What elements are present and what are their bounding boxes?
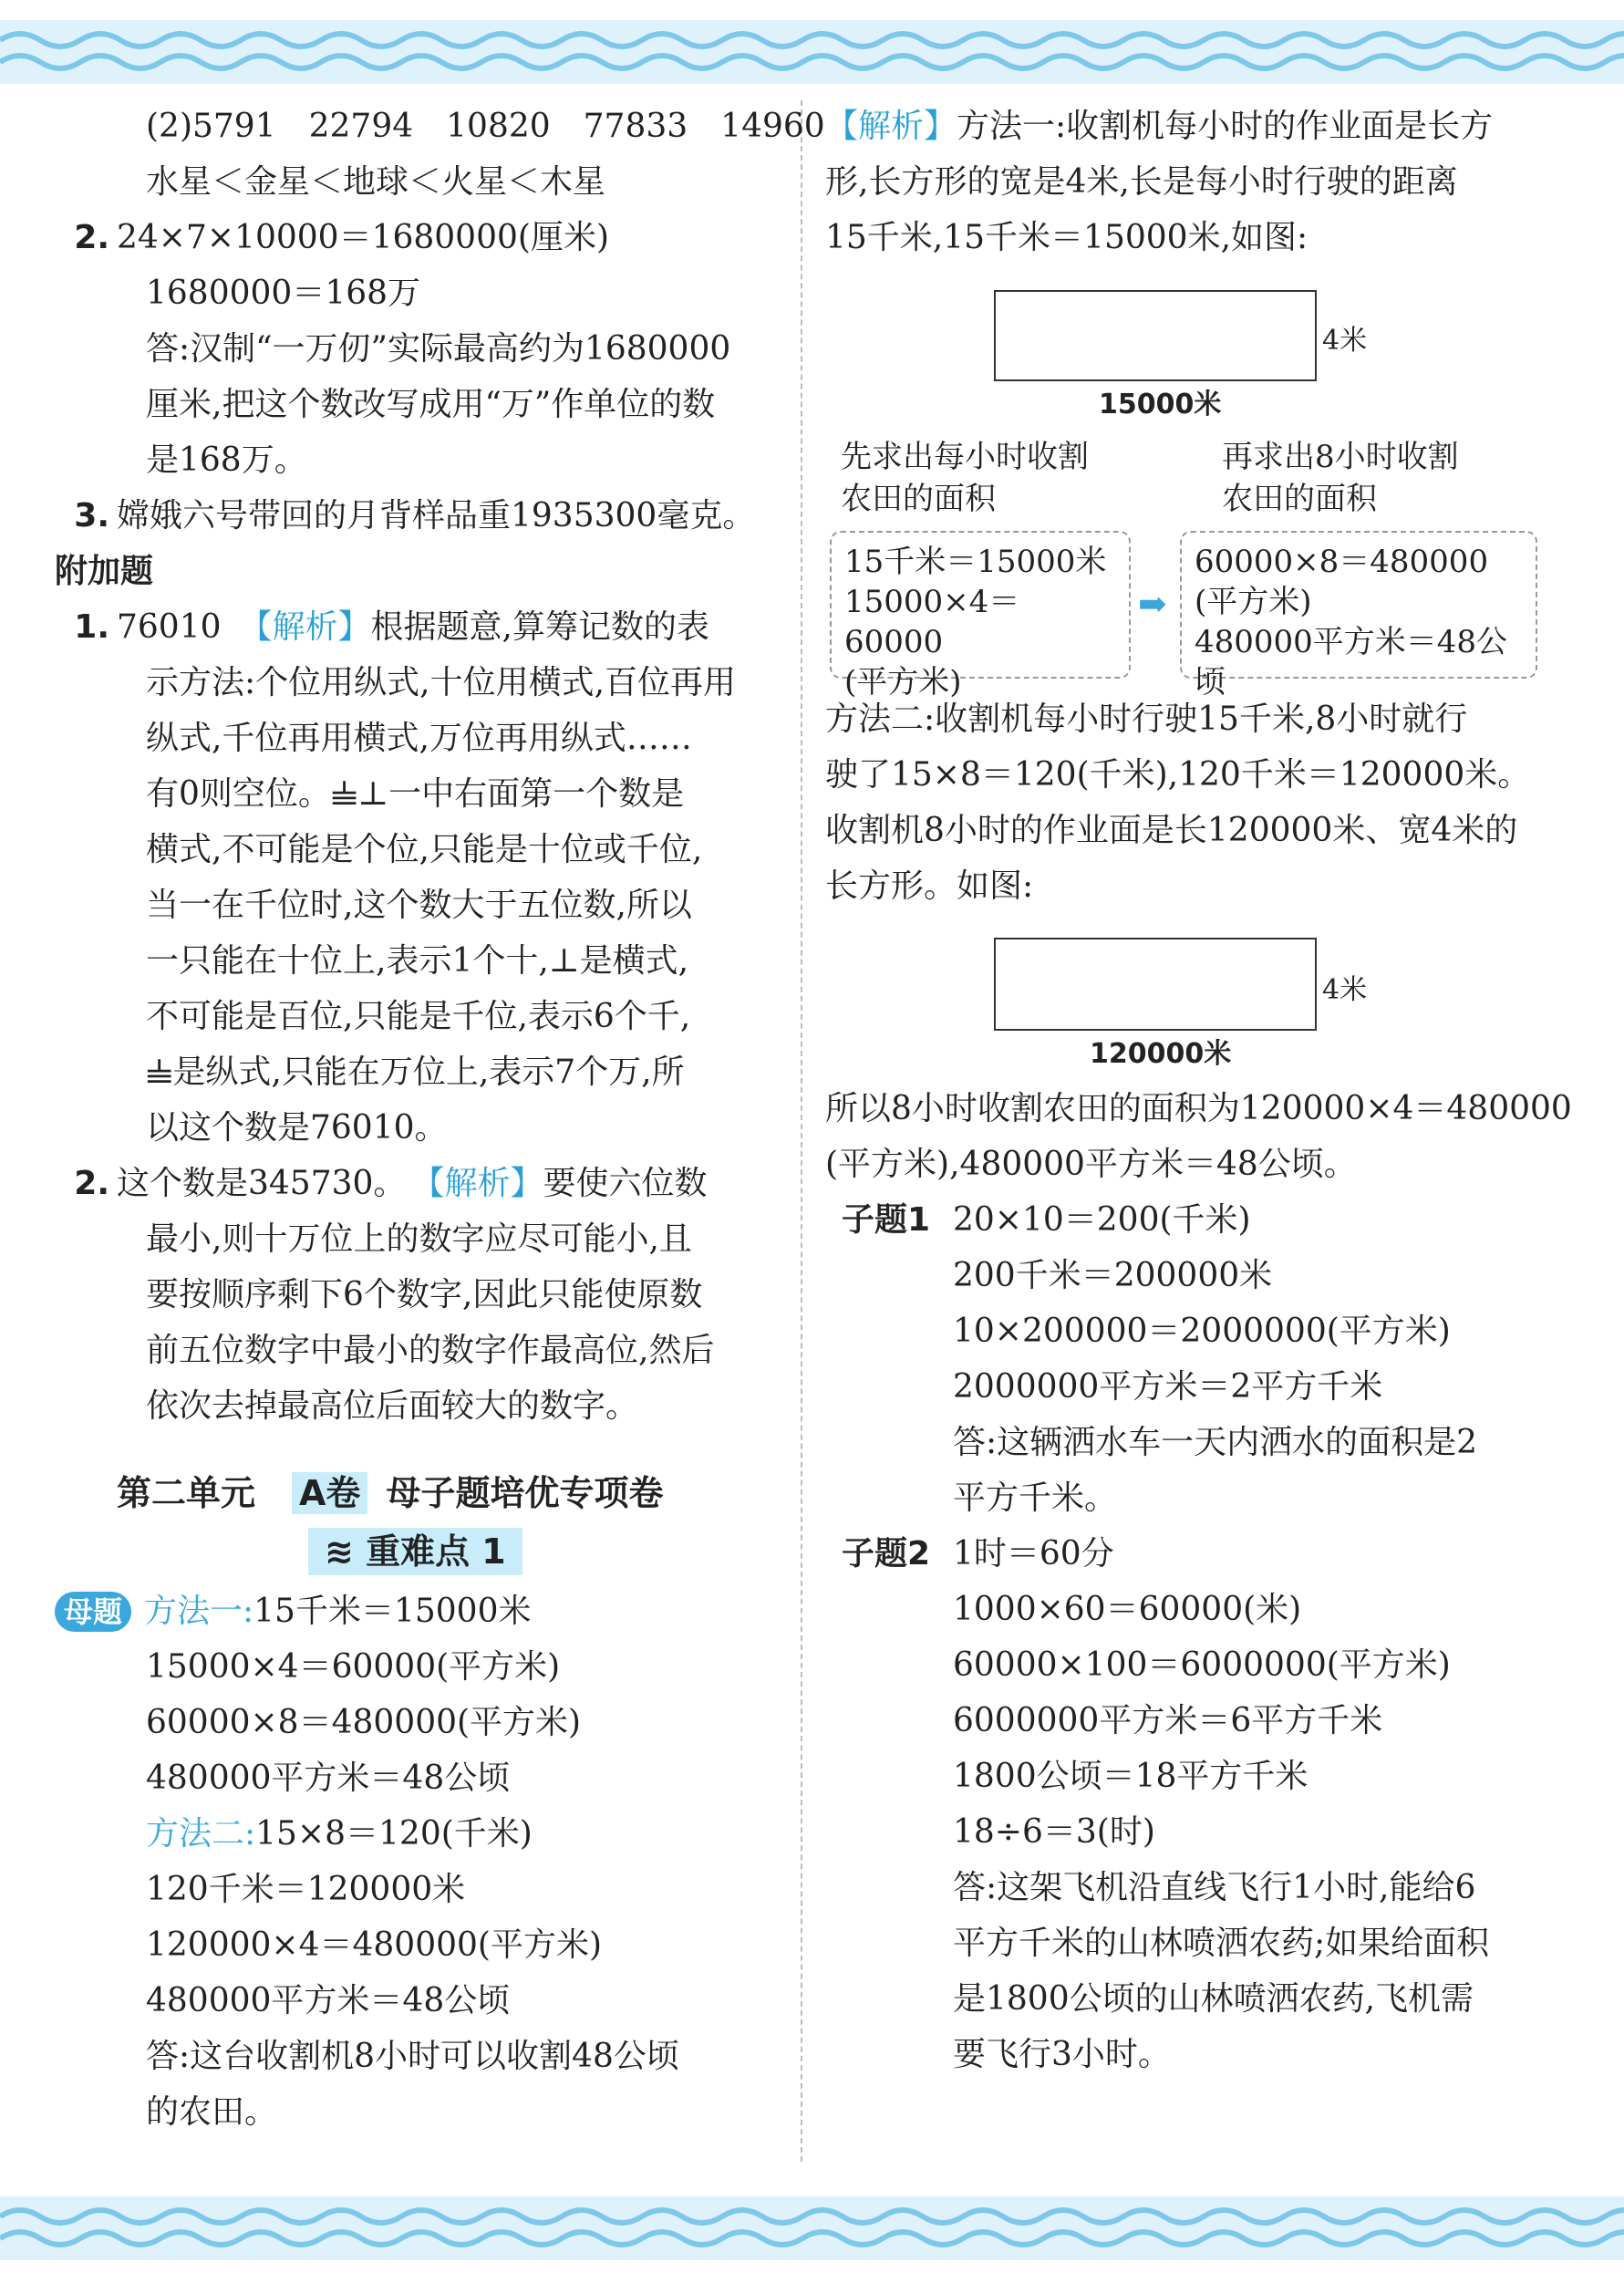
text-line: 15千米＝15000米: [844, 544, 1107, 580]
answer: 这个数是345730。: [117, 1165, 407, 1202]
text-line: 60000×8＝480000: [1195, 544, 1489, 580]
arrow-right-icon: ➡: [1138, 584, 1167, 624]
text-line: 答:这辆洒水车一天内洒水的面积是2: [953, 1424, 1478, 1461]
text-line: 平方千米的山林喷洒农药;如果给面积: [953, 1925, 1490, 1962]
text-line: 60000×8＝480000(平方米): [146, 1704, 582, 1741]
rectangle-diagram: [994, 938, 1317, 1031]
text-line: 最小,则十万位上的数字应尽可能小,且: [146, 1220, 692, 1258]
width-label: 4米: [1322, 325, 1368, 357]
section-heading: 附加题: [55, 553, 154, 590]
step-heading: [841, 436, 1089, 520]
text-line: 120千米＝120000米: [146, 1871, 466, 1908]
text-line: 横式,不可能是个位,只能是十位或千位,: [146, 831, 703, 868]
text-line: 答:这台收割机8小时可以收割48公顷: [146, 2038, 679, 2075]
text-line: 以这个数是76010。: [146, 1109, 448, 1147]
text-line: 480000平方米＝48公顷: [146, 1759, 511, 1797]
right-column-subs: [825, 1080, 1572, 2081]
text-line: 60000×100＝6000000(平方米): [953, 1646, 1451, 1684]
mother-question-badge: 母题: [55, 1592, 131, 1632]
analysis-tag: 【解析】: [428, 1165, 543, 1202]
answer: 76010: [117, 608, 222, 646]
text-line: 1时＝60分: [953, 1535, 1114, 1573]
right-column: [825, 99, 1555, 265]
step-heading: [1222, 436, 1459, 520]
left-column: [55, 99, 825, 2140]
text-line: 1000×60＝60000(米): [953, 1591, 1302, 1628]
text-line: 要飞行3小时。: [953, 2036, 1171, 2073]
text-line: 𝍧是纵式,只能在万位上,表示7个万,所: [146, 1054, 685, 1091]
text-line: (2)5791 22794 10820 77833 14960: [146, 108, 825, 145]
text-line: 农田的面积: [1222, 481, 1377, 517]
text-line: 不可能是百位,只能是千位,表示6个千,: [146, 998, 691, 1035]
text-line: 平方千米。: [953, 1479, 1118, 1517]
text-line: 依次去掉最高位后面较大的数字。: [146, 1387, 639, 1425]
key-point-heading: [308, 1528, 522, 1575]
text-line: 15千米＝15000米: [253, 1593, 532, 1630]
text-line: 15000×4＝60000(平方米): [146, 1648, 561, 1686]
text-line: 前五位数字中最小的数字作最高位,然后: [146, 1332, 715, 1369]
right-column-method2: [825, 691, 1555, 914]
length-label: 120000米: [1090, 1038, 1232, 1070]
step-box: [830, 531, 1131, 701]
text-line: 是1800公顷的山林喷洒农药,飞机需: [953, 1980, 1474, 2018]
key-point-label: 重难点 1: [366, 1531, 506, 1572]
text-line: (平方米),480000平方米＝48公顷。: [825, 1146, 1357, 1183]
text-line: 一只能在十位上,表示1个十,⊥是横式,: [146, 942, 689, 980]
text-line: 200千米＝200000米: [953, 1257, 1273, 1294]
text-line: 120000×4＝480000(平方米): [146, 1926, 603, 1964]
step-box: [1180, 531, 1537, 701]
text-line: 水星＜金星＜地球＜火星＜木星: [146, 163, 606, 201]
text-line: 480000平方米＝48公顷: [146, 1982, 511, 2019]
analysis-tag: 【解析】: [825, 108, 957, 145]
text-line: 15×8＝120(千米): [255, 1815, 533, 1853]
wave-icon: ≋: [325, 1531, 354, 1572]
text-line: 6000000平方米＝6平方千米: [953, 1702, 1383, 1739]
text-line: 18÷6＝3(时): [953, 1813, 1155, 1851]
text-line: 是168万。: [146, 441, 307, 479]
text-line: 先求出每小时收割: [841, 439, 1089, 475]
unit-heading: [55, 1461, 784, 1525]
text-line: 所以8小时收割农田的面积为120000×4＝480000: [825, 1090, 1572, 1127]
column-divider: [801, 100, 802, 2162]
text-line: 驶了15×8＝120(千米),120千米＝120000米。: [825, 756, 1531, 794]
text-line: 纵式,千位再用横式,万位再用纵式……: [146, 720, 692, 757]
text-line: 收割机8小时的作业面是长120000米、宽4米的: [825, 812, 1518, 849]
text-line: (平方米): [844, 664, 962, 701]
analysis-tag: 【解析】: [239, 608, 371, 646]
sub-question-label: 子题2: [842, 1535, 931, 1573]
text-line: 2000000平方米＝2平方千米: [953, 1368, 1383, 1406]
method-label: 方法二:: [146, 1815, 256, 1853]
text-line: 答:汉制“一万仞”实际最高约为1680000: [146, 330, 731, 368]
method-label: 方法一:: [144, 1593, 254, 1630]
text-line: 480000平方米＝48公顷: [1195, 624, 1508, 701]
text-line: 厘米,把这个数改写成用“万”作单位的数: [146, 386, 716, 423]
text-line: 有0则空位。𝍧⊥一中右面第一个数是: [146, 775, 685, 813]
bottom-wave-border: [0, 2196, 1624, 2260]
question-number: 1.: [74, 608, 109, 646]
text-line: 当一在千位时,这个数大于五位数,所以: [146, 887, 692, 924]
text-line: 长方形。如图:: [825, 867, 1034, 905]
text-line: 要按顺序剩下6个数字,因此只能使原数: [146, 1276, 703, 1313]
text-line: 20×10＝200(千米): [953, 1201, 1251, 1239]
text-line: 的农田。: [146, 2093, 278, 2131]
sub-question-label: 子题1: [842, 1201, 931, 1239]
text-line: (平方米): [1195, 584, 1312, 620]
text-line: 15000×4＝60000: [844, 584, 1020, 660]
unit-title: 第二单元: [117, 1473, 256, 1513]
width-label: 4米: [1322, 974, 1368, 1006]
text-line: 形,长方形的宽是4米,长是每小时行驶的距离: [825, 163, 1458, 201]
text-line: 方法二:收割机每小时行驶15千米,8小时就行: [825, 701, 1468, 738]
text-line: 10×200000＝2000000(平方米): [953, 1313, 1451, 1350]
rectangle-diagram: [994, 290, 1317, 381]
paper-badge: A卷: [292, 1472, 367, 1514]
text-line: 1800公顷＝18平方千米: [953, 1758, 1309, 1795]
text-line: 根据题意,算筹记数的表: [370, 608, 709, 646]
top-wave-border: [0, 20, 1624, 84]
text-line: 方法一:收割机每小时的作业面是长方: [957, 108, 1494, 145]
text-line: 再求出8小时收割: [1222, 439, 1459, 475]
text-line: 答:这架飞机沿直线飞行1小时,能给6: [953, 1869, 1476, 1906]
text-line: 要使六位数: [543, 1165, 708, 1202]
text-line: 24×7×10000＝1680000(厘米): [117, 219, 609, 256]
length-label: 15000米: [1099, 389, 1222, 420]
text-line: 15千米,15千米＝15000米,如图:: [825, 219, 1309, 256]
text-line: 示方法:个位用纵式,十位用横式,百位再用: [146, 664, 737, 701]
question-number: 2.: [74, 219, 109, 256]
question-number: 2.: [74, 1165, 109, 1202]
text-line: 农田的面积: [841, 481, 996, 517]
unit-subtitle: 母子题培优专项卷: [386, 1473, 664, 1513]
text-line: 1680000＝168万: [146, 275, 421, 312]
question-number: 3.: [74, 497, 109, 535]
text-line: 嫦娥六号带回的月背样品重1935300毫克。: [117, 497, 756, 535]
